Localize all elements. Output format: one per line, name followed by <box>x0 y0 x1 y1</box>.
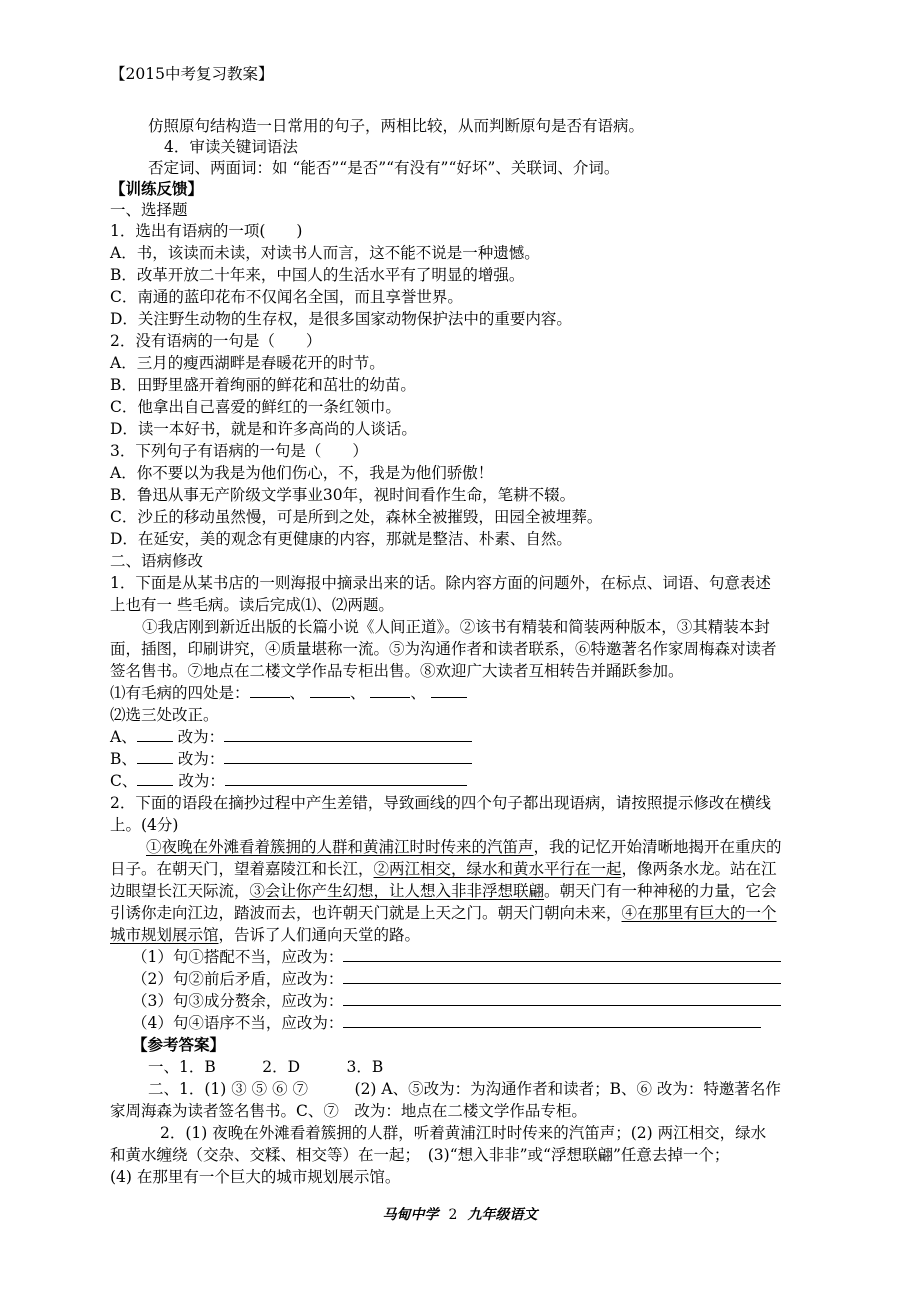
separator: 、 <box>289 684 306 702</box>
fix-label-a: A、 <box>110 728 137 746</box>
method-heading-4: 4．审读关键词语法 <box>164 138 298 156</box>
q2-option-b: B．田野里盛开着绚丽的鲜花和茁壮的幼苗。 <box>110 376 416 394</box>
passage-text: ，我的记忆开始清晰地揭开在重庆的 <box>533 838 782 856</box>
section-2-title: 二、语病修改 <box>110 552 204 570</box>
footer-grade: 九年级语文 <box>467 1207 538 1223</box>
answer-blank[interactable] <box>137 727 173 742</box>
passage-line-5 <box>110 925 920 945</box>
separator: 、 <box>410 684 426 702</box>
underlined-sentence-1: ①夜晚在外滩看着簇拥的人群和黄浦江时时传来的汽笛声 <box>146 838 534 856</box>
answers-q2-line-1: 2．(1) 夜晚在外滩看着簇拥的人群，听着黄浦江时时传来的汽笛声；(2) 两江相交，绿水 <box>160 1124 767 1142</box>
revision-label: （2）句②前后矛盾，应改为： <box>132 970 344 988</box>
fix-label-b: B、 <box>110 750 137 768</box>
passage-text: ，像两条水龙。站在江 <box>621 860 777 878</box>
underlined-sentence-3: ③会让你产生幻想，让人想入非非浮想联翩 <box>249 882 545 900</box>
page-footer <box>0 1204 920 1224</box>
q1-option-c: C．南通的蓝印花布不仅闻名全国，而且享誉世界。 <box>110 288 463 306</box>
revision-label: （1）句①搭配不当，应改为： <box>132 948 344 966</box>
answers-q2-line-2: 和黄水缠绕（交杂、交糅、相交等）在一起； (3)“想入非非”或“浮想联翩”任意去掉一个； <box>110 1146 730 1164</box>
passage-text: 引诱你走向江边，踏波而去，也许朝天门就是上天之门。朝天门朝向未来， <box>110 904 622 922</box>
q1-option-d: D．关注野生动物的生存权，是很多国家动物保护法中的重要内容。 <box>110 310 572 328</box>
footer-school: 马甸中学 <box>382 1207 439 1223</box>
poster-text-line-3: 签名售书。⑦地点在二楼文学作品专柜出售。⑧欢迎广大读者互相转告并踊跃参加。 <box>110 662 684 680</box>
answer-line[interactable] <box>343 947 781 962</box>
fix-row-c <box>110 771 920 791</box>
q3-option-d: D．在延安，美的观念有更健康的内容，那就是整洁、朴素、自然。 <box>110 530 572 548</box>
answers-section-2-line-1: 二、1．(1) ③ ⑤ ⑥ ⑦ (2) A、⑤改为：为沟通作者和读者；B、⑥ 改为：特邀著名作 <box>148 1080 781 1098</box>
q3-option-a: A．你不要以为我是为他们伤心，不，我是为他们骄傲！ <box>110 464 494 482</box>
passage-text: 边眼望长江天际流， <box>110 882 250 900</box>
training-title: 【训练反馈】 <box>110 179 204 198</box>
fix-label-c: C、 <box>110 772 138 790</box>
answer-blank[interactable] <box>310 683 350 698</box>
problem-1-line-1: 1．下面是从某书店的一则海报中摘录出来的话。除内容方面的问题外，在标点、词语、句意表述 <box>110 574 771 592</box>
q2-option-d: D．读一本好书，就是和许多高尚的人谈话。 <box>110 420 417 438</box>
answers-section-2-line-2: 家周海森为读者签名售书。C、⑦ 改为：地点在二楼文学作品专柜。 <box>110 1102 587 1120</box>
answer-line[interactable] <box>343 991 781 1006</box>
q1-option-a: A．书，该读而未读，对读书人而言，这不能不说是一种遗憾。 <box>110 244 540 262</box>
fix-change-label: 改为： <box>177 728 225 746</box>
underlined-sentence-4a: ④在那里有巨大的一个 <box>621 904 777 922</box>
q3-option-b: B．鲁迅从事无产阶级文学事业30年，视时间看作生命，笔耕不辍。 <box>110 486 576 504</box>
method-line-3: 否定词、两面词：如 “能否”“是否”“有没有”“好坏”、关联词、介词。 <box>148 159 620 177</box>
page-number: 2 <box>448 1207 458 1223</box>
passage-line-3 <box>110 881 920 901</box>
answer-blank[interactable] <box>370 683 410 698</box>
answers-section-1: 一、1．B 2．D 3．B <box>148 1058 384 1076</box>
question-1: 1．选出有语病的一项( ) <box>110 222 303 240</box>
underlined-sentence-4b: 城市规划展示馆 <box>110 926 219 944</box>
separator: 、 <box>349 684 366 702</box>
doc-header: 【2015中考复习教案】 <box>110 65 274 83</box>
poster-text-line-1: ①我店刚到新近出版的长篇小说《人间正道》。②该书有精装和简装两种版本，③其精装本封 <box>142 618 770 636</box>
answers-title: 【参考答案】 <box>132 1035 226 1054</box>
answer-line[interactable] <box>224 749 472 764</box>
method-line-1: 仿照原句结构造一日常用的句子，两相比较，从而判断原句是否有语病。 <box>148 117 645 135</box>
revision-2 <box>132 969 920 989</box>
poster-text-line-2: 面，插图，印刷讲究，④质量堪称一流。⑤为沟通作者和读者联系，⑥特邀著名作家周梅森对读者 <box>110 640 777 658</box>
fix-row-a <box>110 727 920 747</box>
revision-3 <box>132 991 920 1011</box>
section-1-title: 一、选择题 <box>110 201 188 219</box>
q2-option-a: A．三月的瘦西湖畔是春暖花开的时节。 <box>110 354 385 372</box>
passage-line-4 <box>110 903 920 923</box>
question-3: 3．下列句子有语病的一句是（ ） <box>110 442 368 460</box>
revision-label: （3）句③成分赘余，应改为： <box>132 992 344 1010</box>
fix-change-label: 改为： <box>178 772 225 790</box>
q1-option-b: B．改革开放二十年来，中国人的生活水平有了明显的增强。 <box>110 266 525 284</box>
answer-line[interactable] <box>343 1013 761 1028</box>
subq-1-label: ⑴有毛病的四处是： <box>110 684 250 702</box>
passage-line-1 <box>146 837 920 857</box>
answer-line[interactable] <box>343 969 781 984</box>
problem-1-subq-2: ⑵选三处改正。 <box>110 706 219 724</box>
question-2: 2．没有语病的一句是（ ） <box>110 332 322 350</box>
fix-row-b <box>110 749 920 769</box>
answer-blank[interactable] <box>137 749 173 764</box>
fix-change-label: 改为： <box>177 750 225 768</box>
answer-line[interactable] <box>225 771 467 786</box>
revision-label: （4）句④语序不当，应改为： <box>132 1014 344 1032</box>
problem-1-subq-1 <box>110 683 920 703</box>
q2-option-c: C．他拿出自己喜爱的鲜红的一条红领巾。 <box>110 398 401 416</box>
answer-blank[interactable] <box>431 683 467 698</box>
answers-q2-line-3: (4) 在那里有一个巨大的城市规划展示馆。 <box>110 1168 401 1186</box>
problem-1-line-2: 上也有一 些毛病。读后完成⑴、⑵两题。 <box>110 596 394 614</box>
problem-2-line-1: 2．下面的语段在摘抄过程中产生差错，导致画线的四个句子都出现语病，请按照提示修改在横线 <box>110 794 771 812</box>
passage-line-2 <box>110 859 920 879</box>
problem-2-line-2: 上。(4分) <box>110 816 179 834</box>
underlined-sentence-2: ②两江相交，绿水和黄水平行在一起 <box>373 860 622 878</box>
passage-text: 。朝天门有一种神秘的力量，它会 <box>544 882 777 900</box>
revision-4 <box>132 1013 920 1033</box>
answer-blank[interactable] <box>250 683 290 698</box>
passage-text: 日子。在朝天门，望着嘉陵江和长江， <box>110 860 374 878</box>
answer-blank[interactable] <box>137 771 173 786</box>
revision-1 <box>132 947 920 967</box>
q3-option-c: C．沙丘的移动虽然慢，可是所到之处，森林全被摧毁，田园全被埋葬。 <box>110 508 603 526</box>
answer-line[interactable] <box>224 727 472 742</box>
passage-text: ，告诉了人们通向天堂的路。 <box>218 926 421 944</box>
